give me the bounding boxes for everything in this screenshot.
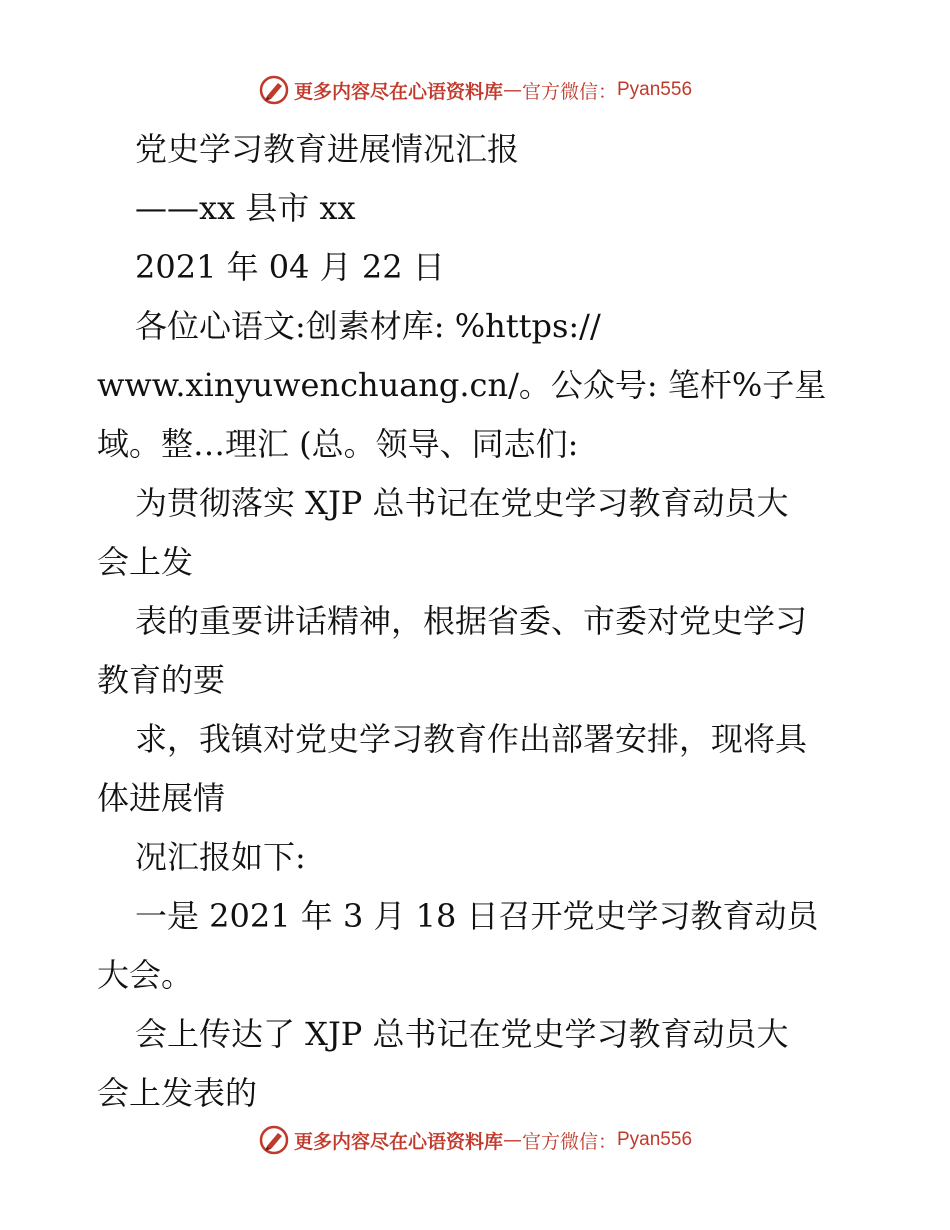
- banner-site-text: 更多内容尽在心语资料库: [293, 1130, 503, 1153]
- banner-site-text: 更多内容尽在心语资料库: [293, 80, 503, 103]
- banner-wechat-id: Pyan556: [617, 1129, 693, 1150]
- banner-separator: —: [502, 1129, 522, 1151]
- doc-line: 会上传达了 XJP 总书记在党史学习教育动员大: [135, 1015, 789, 1053]
- banner-separator: —: [502, 79, 522, 101]
- document-body: [97, 120, 897, 1123]
- doc-title: 党史学习教育进展情况汇报: [135, 130, 520, 168]
- footer-banner: [0, 1120, 950, 1160]
- banner-wechat-label: 官方微信：: [521, 1130, 617, 1153]
- doc-line: 各位心语文:创素材库: %https://: [135, 307, 601, 345]
- header-banner: [0, 70, 950, 110]
- doc-line: 会上发: [97, 543, 194, 581]
- doc-line: 一是 2021 年 3 月 18 日召开党史学习教育动员: [135, 897, 819, 935]
- doc-line: 教育的要: [97, 661, 226, 699]
- doc-line: 大会。: [97, 956, 194, 994]
- doc-author: ——xx 县市 xx: [135, 189, 356, 227]
- doc-line: 会上发表的: [97, 1074, 258, 1112]
- doc-line: www.xinyuwenchuang.cn/。公众号: 笔杆%子星: [97, 366, 827, 404]
- doc-line: 体进展情: [97, 779, 226, 817]
- doc-line: 况汇报如下:: [135, 838, 306, 876]
- pen-logo-icon: [258, 74, 290, 106]
- banner-wechat-label: 官方微信：: [521, 80, 617, 103]
- doc-line: 求，我镇对党史学习教育作出部署安排，现将具: [135, 720, 808, 758]
- banner-wechat-id: Pyan556: [617, 79, 693, 100]
- pen-logo-icon: [258, 1124, 290, 1156]
- doc-line: 表的重要讲话精神，根据省委、市委对党史学习: [135, 602, 808, 640]
- doc-line: 域。整…理汇 (总。领导、同志们:: [97, 425, 579, 463]
- doc-date: 2021 年 04 月 22 日: [135, 248, 445, 286]
- doc-line: 为贯彻落实 XJP 总书记在党史学习教育动员大: [135, 484, 789, 522]
